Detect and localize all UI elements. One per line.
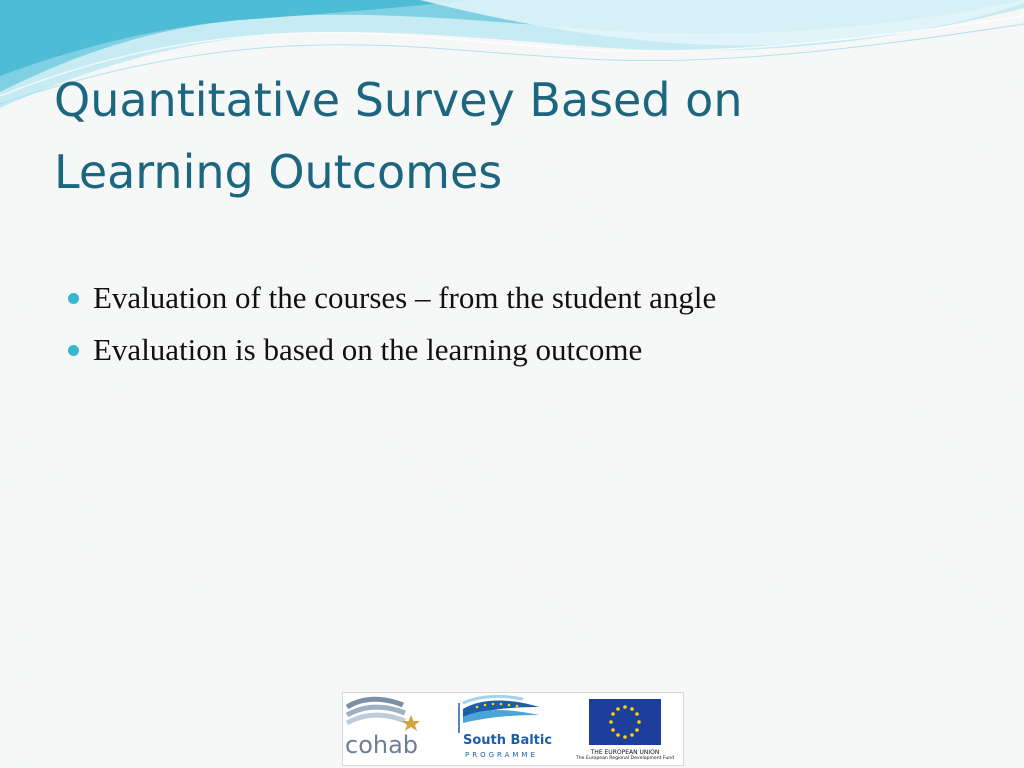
bullet-dot-icon <box>68 345 79 356</box>
slide-title <box>54 64 954 208</box>
bullet-dot-icon <box>68 293 79 304</box>
eu-flag-icon <box>589 699 661 745</box>
list-item <box>68 328 968 380</box>
cohab-text: cohab <box>345 731 419 759</box>
bullet-text: Evaluation is based on the learning outcome <box>93 332 643 367</box>
bullet-text: Evaluation of the courses – from the student angle <box>93 280 717 315</box>
title-line-2: Learning Outcomes <box>54 145 503 199</box>
eu-caption: THE EUROPEAN UNION <box>590 749 660 756</box>
south-baltic-subtext: PROGRAMME <box>465 751 538 759</box>
south-baltic-text: South Baltic <box>463 733 553 748</box>
south-baltic-waves-icon <box>343 693 563 733</box>
south-baltic-logo <box>343 693 563 765</box>
list-item <box>68 276 968 328</box>
eu-fund-caption: The European Regional Development Fund <box>575 756 675 761</box>
partner-logo-strip <box>342 692 684 766</box>
title-line-1: Quantitative Survey Based on <box>54 73 743 127</box>
bullet-list <box>68 276 968 380</box>
